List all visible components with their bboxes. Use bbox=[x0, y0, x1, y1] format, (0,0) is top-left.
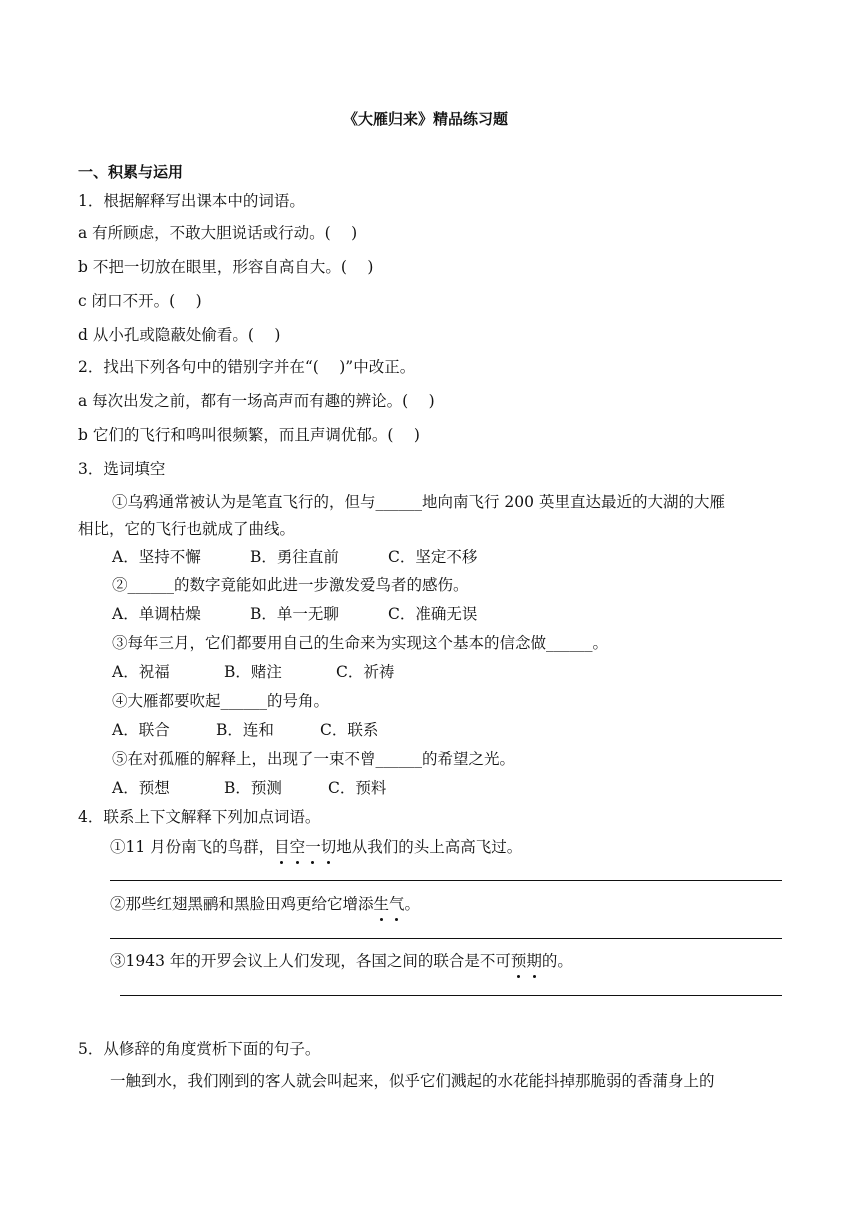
dotted-char: 期 bbox=[526, 952, 542, 970]
option: C．联系 bbox=[320, 721, 379, 739]
dotted-char: 气 bbox=[389, 895, 405, 913]
option: B．连和 bbox=[216, 721, 274, 739]
q3-options-5 bbox=[112, 777, 386, 799]
q1-item-d: d 从小孔或隐蔽处偷看。( ) bbox=[78, 326, 281, 344]
q3-options-1 bbox=[112, 546, 477, 568]
phrase-text: ①11 月份南飞的鸟群， bbox=[110, 838, 275, 856]
dotted-char: 空 bbox=[289, 838, 306, 856]
q3-options-3 bbox=[112, 661, 394, 683]
q3-sentence-4: ④大雁都要吹起______的号角。 bbox=[112, 692, 330, 710]
q4-stem: 4．联系上下文解释下列加点词语。 bbox=[78, 808, 321, 826]
page-title: 《大雁归来》精品练习题 bbox=[343, 110, 509, 128]
option: A．联合 bbox=[112, 721, 170, 739]
q4-phrase-1 bbox=[110, 836, 522, 858]
dotted-char: 一 bbox=[305, 838, 321, 856]
q1-item-c: c 闭口不开。( ) bbox=[78, 292, 202, 310]
dotted-char: 预 bbox=[510, 952, 527, 970]
q3-sentence-2: ②______的数字竟能如此进一步激发爱鸟者的感伤。 bbox=[112, 576, 469, 594]
q3-options-2 bbox=[112, 603, 477, 625]
option: C．准确无误 bbox=[388, 605, 478, 623]
option: C．预料 bbox=[328, 779, 387, 797]
answer-line-1 bbox=[110, 880, 782, 881]
option: A．预想 bbox=[112, 779, 170, 797]
q3-sentence-5: ⑤在对孤雁的解释上，出现了一束不曾______的希望之光。 bbox=[112, 750, 516, 768]
q3-sentence-1a: ①乌鸦通常被认为是笔直飞行的，但与______地向南飞行 200 英里直达最近的大湖的大雁 bbox=[112, 493, 725, 511]
q1-item-b: b 不把一切放在眼里，形容自高自大。( ) bbox=[78, 258, 374, 276]
option: A．单调枯燥 bbox=[112, 605, 201, 623]
q2-item-b: b 它们的飞行和鸣叫很频繁，而且声调优郁。( ) bbox=[78, 426, 420, 444]
phrase-text: ③1943 年的开罗会议上人们发现，各国之间的联合是不可 bbox=[110, 952, 511, 970]
q4-phrase-3 bbox=[110, 950, 573, 972]
phrase-text: 地从我们的头上高高飞过。 bbox=[336, 838, 523, 856]
phrase-text: ②那些红翅黑鹂和黑脸田鸡更给它增添 bbox=[110, 895, 374, 913]
dotted-char: 生 bbox=[373, 895, 390, 913]
option: A．坚持不懈 bbox=[112, 548, 201, 566]
phrase-text: 的。 bbox=[541, 952, 573, 970]
answer-line-2 bbox=[110, 938, 782, 939]
q2-item-a: a 每次出发之前，都有一场高声而有趣的辨论。( ) bbox=[78, 392, 435, 410]
option: B．赌注 bbox=[224, 663, 282, 681]
q1-item-a: a 有所顾虑，不敢大胆说话或行动。( ) bbox=[78, 224, 358, 242]
q5-text: 一触到水，我们刚到的客人就会叫起来，似乎它们溅起的水花能抖掉那脆弱的香蒲身上的 bbox=[110, 1072, 715, 1090]
option: C．祈祷 bbox=[336, 663, 395, 681]
option: A．祝福 bbox=[112, 663, 170, 681]
q2-stem: 2．找出下列各句中的错别字并在“( )”中改正。 bbox=[78, 358, 416, 376]
q3-sentence-1b: 相比，它的飞行也就成了曲线。 bbox=[78, 520, 296, 538]
answer-line-3 bbox=[120, 995, 782, 996]
q1-stem: 1．根据解释写出课本中的词语。 bbox=[78, 192, 305, 210]
option: C．坚定不移 bbox=[388, 548, 478, 566]
section-heading: 一、积累与运用 bbox=[78, 163, 184, 181]
option: B．勇往直前 bbox=[250, 548, 339, 566]
q4-phrase-2 bbox=[110, 893, 420, 915]
q3-sentence-3: ③每年三月，它们都要用自己的生命来为实现这个基本的信念做______。 bbox=[112, 634, 609, 652]
dotted-char: 切 bbox=[320, 838, 337, 856]
option: B．预测 bbox=[224, 779, 282, 797]
q3-options-4 bbox=[112, 719, 378, 741]
q3-stem: 3．选词填空 bbox=[78, 460, 166, 478]
phrase-text: 。 bbox=[404, 895, 421, 913]
option: B．单一无聊 bbox=[250, 605, 339, 623]
q5-stem: 5．从修辞的角度赏析下面的句子。 bbox=[78, 1040, 321, 1058]
dotted-char: 目 bbox=[274, 838, 290, 856]
